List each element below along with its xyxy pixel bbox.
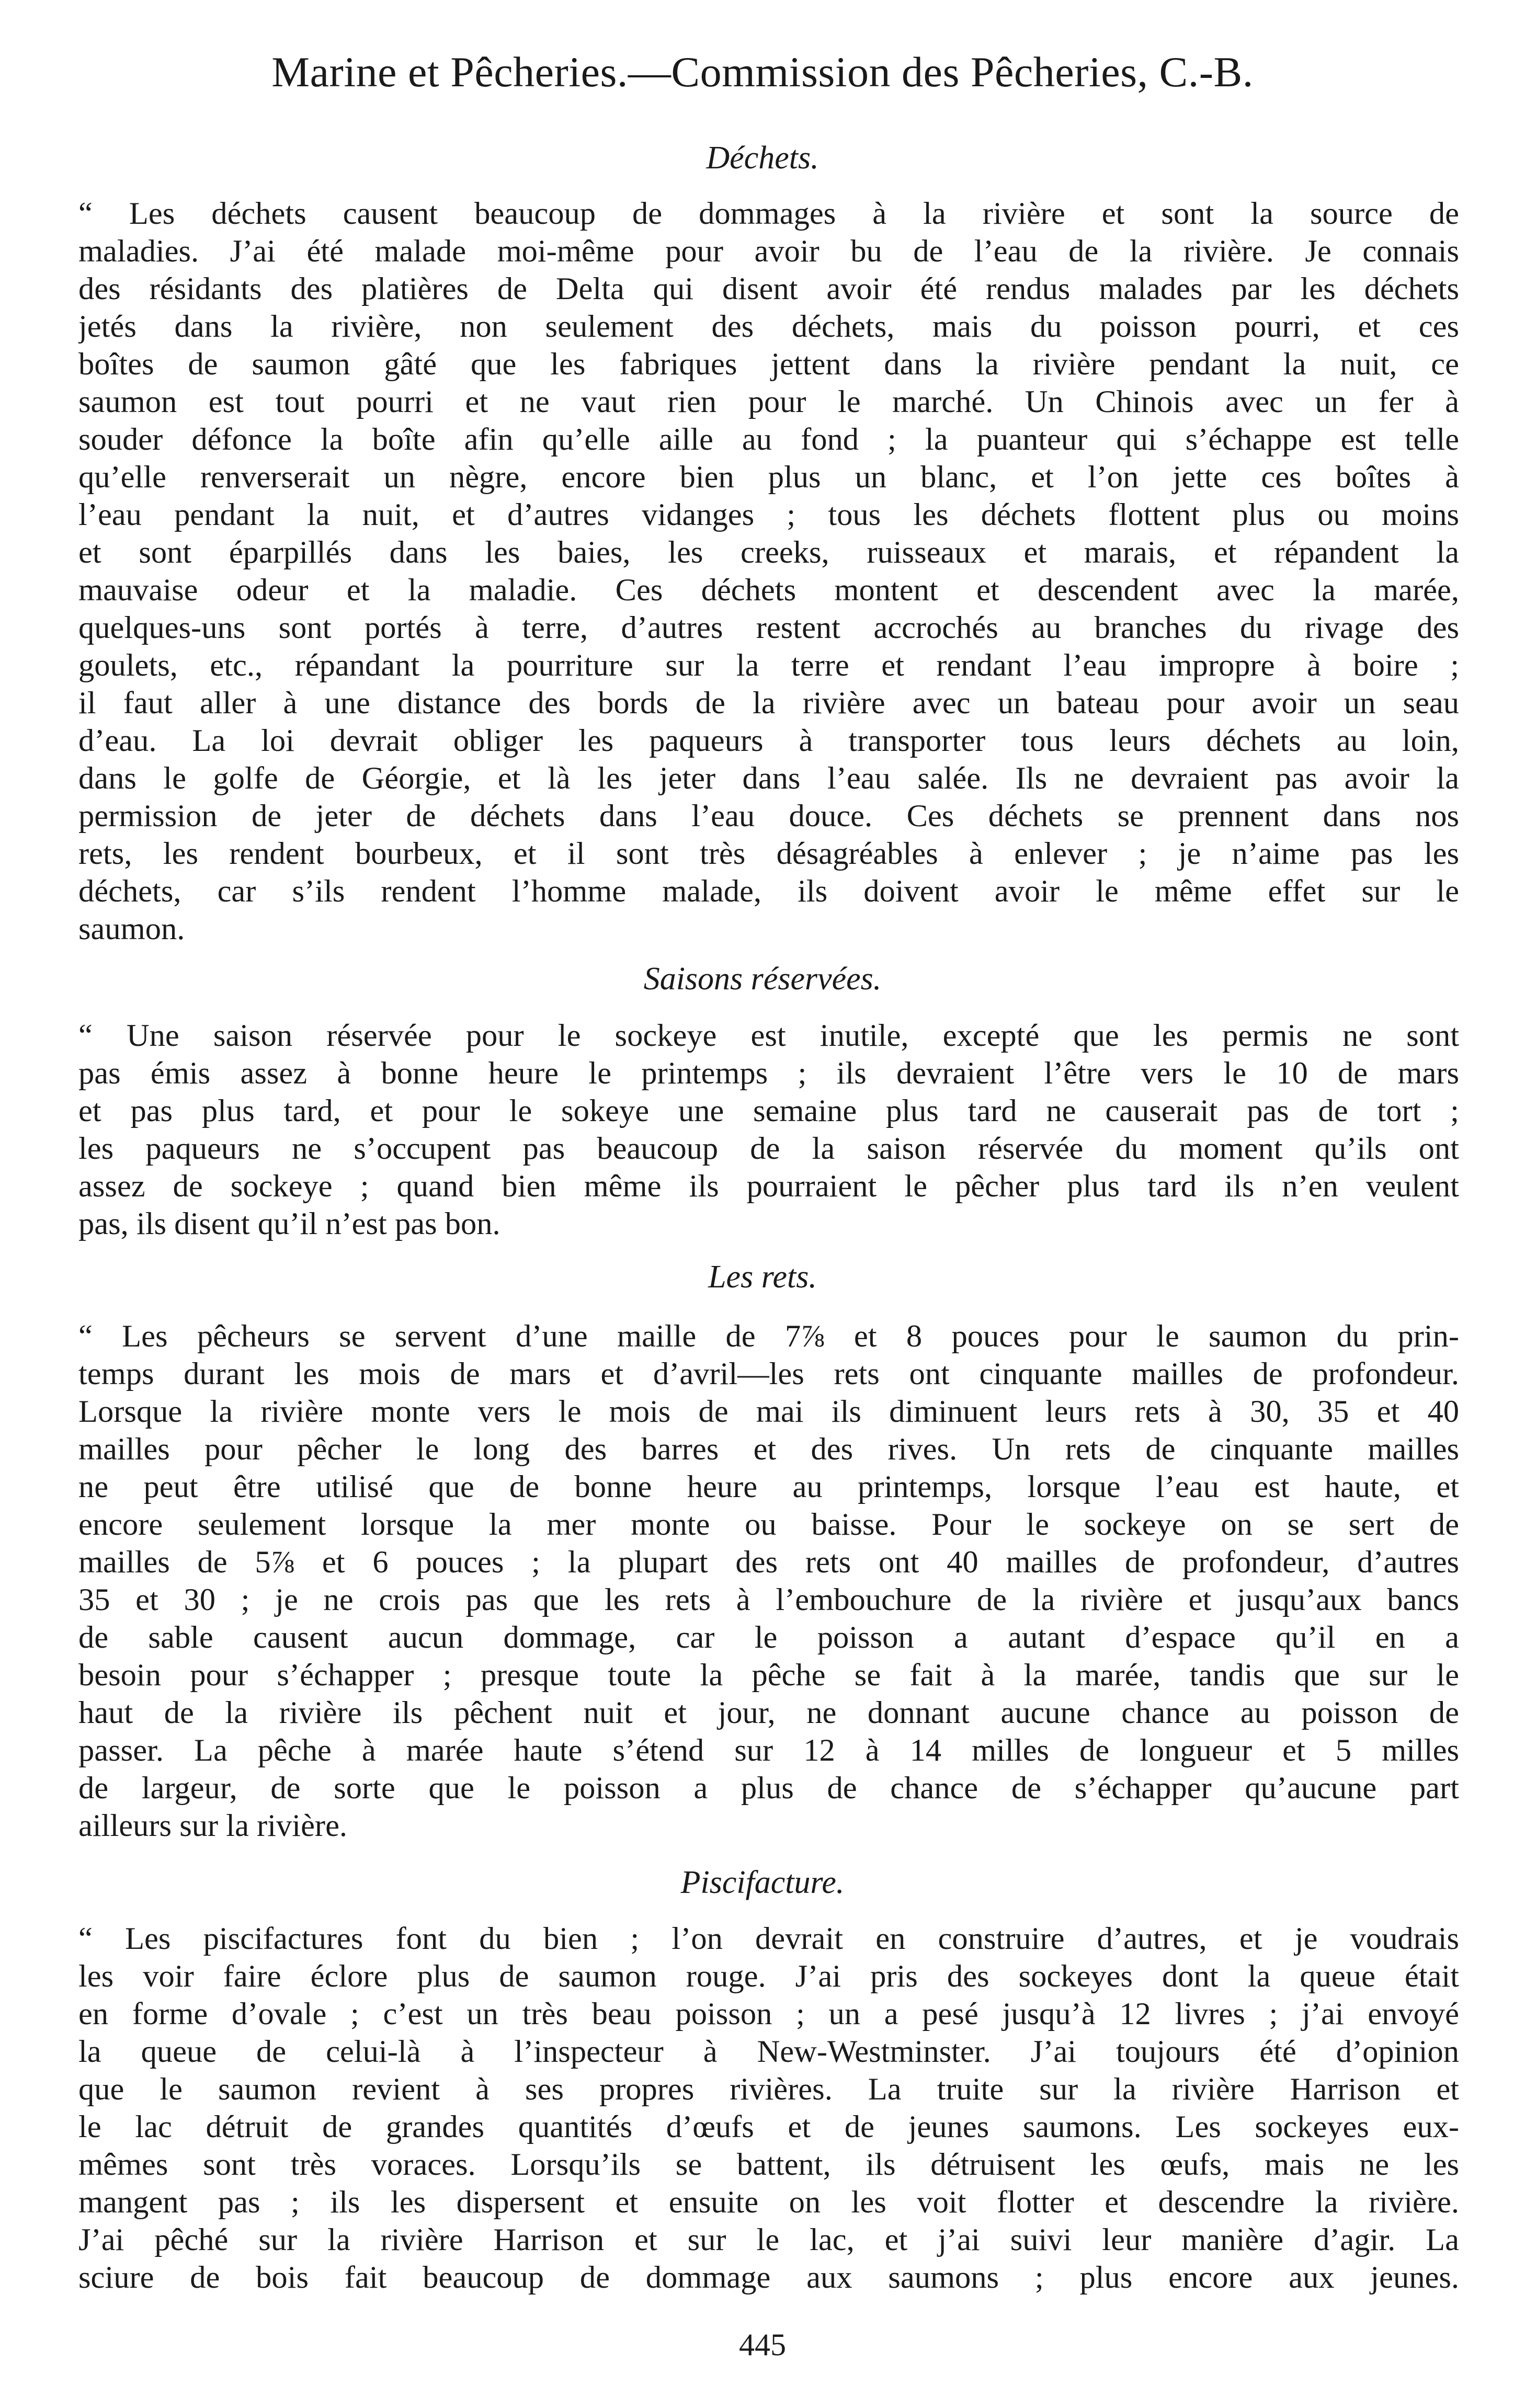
paragraph-line: J’ai pêché sur la rivière Harrison et sur le lac, et j’ai suivi leur manière d’agir. La [78,2222,1459,2257]
paragraph-line: mangent pas ; ils les dispersent et ensuite on les voit flotter et descendre la rivière. [78,2185,1459,2220]
paragraph-line: en forme d’ovale ; c’est un très beau poisson ; un a pesé jusqu’à 12 livres ; j’ai envoyé [78,1996,1459,2032]
paragraph-line: dans le golfe de Géorgie, et là les jeter dans l’eau salée. Ils ne devraient pas avoir la [78,761,1459,796]
paragraph-line: déchets, car s’ils rendent l’homme malade, ils doivent avoir le même effet sur le [78,874,1459,909]
paragraph-line: permission de jeter de déchets dans l’eau douce. Ces déchets se prennent dans nos [78,798,1459,834]
page-number: 445 [739,2327,786,2362]
paragraph-line: pas, ils disent qu’il n’est pas bon. [78,1206,500,1241]
paragraph-line: maladies. J’ai été malade moi-même pour avoir bu de l’eau de la rivière. Je connais [78,234,1459,269]
paragraph-line: ne peut être utilisé que de bonne heure au printemps, lorsque l’eau est haute, et [78,1469,1459,1504]
paragraph-line: l’eau pendant la nuit, et d’autres vidanges ; tous les déchets flottent plus ou moins [78,497,1459,532]
paragraph-line: que le saumon revient à ses propres rivières. La truite sur la rivière Harrison et [78,2072,1459,2107]
paragraph-line: sciure de bois fait beaucoup de dommage aux saumons ; plus encore aux jeunes. [78,2260,1459,2295]
paragraph-line: ailleurs sur la rivière. [78,1808,348,1843]
section-heading-saisons-reservees: Saisons réservées. [643,961,882,997]
paragraph-line: la queue de celui-là à l’inspecteur à New-Westminster. J’ai toujours été d’opinion [78,2034,1459,2069]
paragraph-line: qu’elle renverserait un nègre, encore bien plus un blanc, et l’on jette ces boîtes à [78,460,1459,495]
paragraph-line: de sable causent aucun dommage, car le poisson a autant d’espace qu’il en a [78,1620,1459,1655]
paragraph-line: “ Les pêcheurs se servent d’une maille de 7⅞ et 8 pouces pour le saumon du prin- [78,1319,1459,1354]
paragraph-line: passer. La pêche à marée haute s’étend sur 12 à 14 milles de longueur et 5 milles [78,1733,1459,1768]
paragraph-line: les paqueurs ne s’occupent pas beaucoup de la saison réservée du moment qu’ils ont [78,1131,1459,1166]
paragraph-line: d’eau. La loi devrait obliger les paqueurs à transporter tous leurs déchets au loin, [78,723,1459,758]
paragraph-line: jetés dans la rivière, non seulement des déchets, mais du poisson pourri, et ces [78,309,1459,344]
section-heading-les-rets: Les rets. [708,1259,817,1295]
paragraph-line: mêmes sont très voraces. Lorsqu’ils se battent, ils détruisent les œufs, mais ne les [78,2147,1459,2182]
paragraph-line: et pas plus tard, et pour le sokeye une semaine plus tard ne causerait pas de tort ; [78,1093,1459,1128]
paragraph-line: mailles pour pêcher le long des barres et des rives. Un rets de cinquante mailles [78,1432,1459,1467]
paragraph-line: assez de sockeye ; quand bien même ils pourraient le pêcher plus tard ils n’en veulent [78,1169,1459,1204]
paragraph-line: “ Les déchets causent beaucoup de dommages à la rivière et sont la source de [78,196,1459,231]
section-heading-piscifacture: Piscifacture. [680,1865,845,1900]
paragraph-line: le lac détruit de grandes quantités d’œufs et de jeunes saumons. Les sockeyes eux- [78,2109,1459,2144]
paragraph-line: rets, les rendent bourbeux, et il sont très désagréables à enlever ; je n’aime pas les [78,836,1459,871]
paragraph-line: saumon. [78,911,185,946]
paragraph-line: haut de la rivière ils pêchent nuit et jour, ne donnant aucune chance au poisson de [78,1695,1459,1730]
paragraph-line: il faut aller à une distance des bords de la rivière avec un bateau pour avoir un seau [78,686,1459,721]
paragraph-line: souder défonce la boîte afin qu’elle aille au fond ; la puanteur qui s’échappe est telle [78,422,1459,457]
paragraph-line: mauvaise odeur et la maladie. Ces déchets montent et descendent avec la marée, [78,573,1459,608]
paragraph-line: temps durant les mois de mars et d’avril—les rets ont cinquante mailles de profondeur. [78,1356,1459,1391]
paragraph-line: des résidants des platières de Delta qui disent avoir été rendus malades par les déchets [78,271,1459,306]
paragraph-line: de largeur, de sorte que le poisson a plus de chance de s’échapper qu’aucune part [78,1771,1459,1806]
section-heading-dechets: Déchets. [706,140,819,176]
paragraph-line: mailles de 5⅞ et 6 pouces ; la plupart des rets ont 40 mailles de profondeur, d’autres [78,1545,1459,1580]
paragraph-line: goulets, etc., répandant la pourriture sur la terre et rendant l’eau impropre à boire ; [78,648,1459,683]
paragraph-line: “ Les piscifactures font du bien ; l’on devrait en construire d’autres, et je voudrais [78,1921,1459,1956]
paragraph-line: saumon est tout pourri et ne vaut rien pour le marché. Un Chinois avec un fer à [78,384,1459,419]
paragraph-line: 35 et 30 ; je ne crois pas que les rets à l’embouchure de la rivière et jusqu’aux bancs [78,1582,1459,1617]
paragraph-line: “ Une saison réservée pour le sockeye est inutile, excepté que les permis ne sont [78,1018,1459,1053]
paragraph-line: encore seulement lorsque la mer monte ou baisse. Pour le sockeye on se sert de [78,1507,1459,1542]
paragraph-line: besoin pour s’échapper ; presque toute la pêche se fait à la marée, tandis que sur le [78,1658,1459,1693]
paragraph-line: boîtes de saumon gâté que les fabriques jettent dans la rivière pendant la nuit, ce [78,347,1459,382]
paragraph-line: Lorsque la rivière monte vers le mois de mai ils diminuent leurs rets à 30, 35 et 40 [78,1394,1459,1429]
paragraph-line: les voir faire éclore plus de saumon rouge. J’ai pris des sockeyes dont la queue était [78,1959,1459,1994]
running-head: Marine et Pêcheries.—Commission des Pêcheries, C.-B. [271,48,1254,96]
paragraph-line: et sont éparpillés dans les baies, les creeks, ruisseaux et marais, et répandent la [78,535,1459,570]
paragraph-line: pas émis assez à bonne heure le printemps ; ils devraient l’être vers le 10 de mars [78,1056,1459,1091]
paragraph-line: quelques-uns sont portés à terre, d’autres restent accrochés au branches du rivage des [78,610,1459,645]
